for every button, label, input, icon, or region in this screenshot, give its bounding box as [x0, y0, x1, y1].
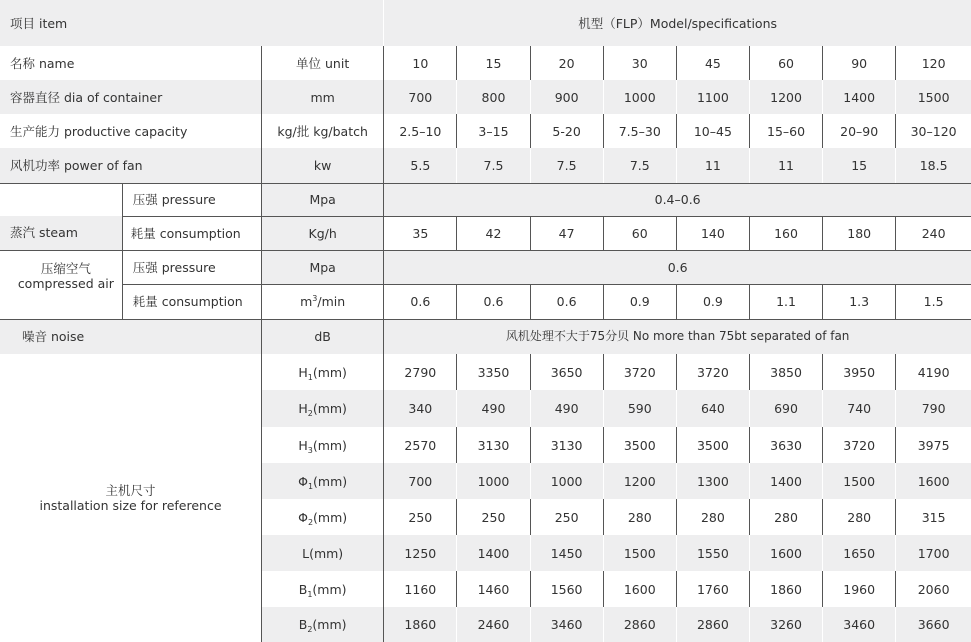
dia-label: 容器直径 dia of container — [0, 80, 262, 114]
value-cell: 60 — [749, 46, 822, 80]
value-cell: 1400 — [749, 463, 822, 499]
air-group-label-cn: 压缩空气 — [40, 260, 91, 276]
value-cell: 250 — [384, 499, 457, 535]
sym: B — [298, 581, 308, 597]
value-cell: 280 — [749, 499, 822, 535]
value-cell: 3720 — [676, 354, 749, 390]
value-cell: 340 — [384, 390, 457, 427]
value-cell: 3130 — [530, 427, 603, 463]
value-cell: 42 — [457, 216, 530, 250]
unit: (mm) — [313, 473, 348, 489]
sym: L — [302, 545, 310, 561]
value-cell: 3–15 — [457, 114, 530, 148]
unit-cell: 单位 unit — [262, 46, 384, 80]
row-air-pressure — [0, 250, 971, 284]
unit-sup: 3 — [312, 294, 318, 303]
air-group-label — [0, 250, 122, 319]
value-cell: 0.9 — [676, 284, 749, 319]
value-cell: 590 — [603, 390, 676, 427]
install-unit-cell — [262, 354, 384, 390]
value-cell: 315 — [896, 499, 971, 535]
value-cell: 7.5 — [530, 148, 603, 183]
value-cell: 640 — [676, 390, 749, 427]
value-cell: 1400 — [823, 80, 896, 114]
value-cell: 2860 — [676, 607, 749, 642]
value-cell: 3975 — [896, 427, 971, 463]
blank-cell — [0, 183, 122, 216]
value-cell: 1.5 — [896, 284, 971, 319]
value-cell: 4190 — [896, 354, 971, 390]
value-cell: 740 — [823, 390, 896, 427]
value-cell: 3950 — [823, 354, 896, 390]
unit: (mm) — [312, 437, 347, 453]
install-unit-cell — [262, 607, 384, 642]
item-header: 项目 item — [0, 0, 384, 46]
unit-cell: kg/批 kg/batch — [262, 114, 384, 148]
value-cell: 1450 — [530, 535, 603, 571]
value-cell: 10 — [384, 46, 457, 80]
value-cell: 30–120 — [896, 114, 971, 148]
value-cell: 1000 — [457, 463, 530, 499]
value-cell: 1600 — [896, 463, 971, 499]
value-cell: 3720 — [823, 427, 896, 463]
install-unit-cell — [262, 571, 384, 607]
unit: (mm) — [313, 509, 348, 525]
value-cell: 0.6 — [530, 284, 603, 319]
unit-cell: Mpa — [262, 183, 384, 216]
value-cell: 1.1 — [749, 284, 822, 319]
value-cell: 7.5 — [457, 148, 530, 183]
value-cell: 1.3 — [823, 284, 896, 319]
value-cell: 3350 — [457, 354, 530, 390]
value-cell: 700 — [384, 463, 457, 499]
air-group-label-en: compressed air — [17, 275, 114, 291]
model-header: 机型（FLP）Model/specifications — [384, 0, 971, 46]
value-cell: 3130 — [457, 427, 530, 463]
value-cell: 1200 — [749, 80, 822, 114]
noise-label: 噪音 noise — [0, 319, 262, 354]
install-unit-cell — [262, 427, 384, 463]
value-cell: 160 — [749, 216, 822, 250]
value-cell: 35 — [384, 216, 457, 250]
install-unit-cell — [262, 535, 384, 571]
unit-cell: mm — [262, 80, 384, 114]
value-cell: 1160 — [384, 571, 457, 607]
value-cell: 2570 — [384, 427, 457, 463]
row-fan — [0, 148, 971, 183]
noise-value: 风机处理不大于75分贝 No more than 75bt separated of fan — [384, 319, 971, 354]
steam-pressure-label: 压强 pressure — [122, 183, 261, 216]
sub: 2 — [307, 409, 313, 418]
value-cell: 3460 — [823, 607, 896, 642]
row-steam-pressure — [0, 183, 971, 216]
value-cell: 11 — [676, 148, 749, 183]
sym: H — [298, 401, 308, 416]
value-cell: 2060 — [896, 571, 971, 607]
value-cell: 20 — [530, 46, 603, 80]
sub: 2 — [307, 625, 313, 634]
unit: (mm) — [312, 401, 347, 416]
unit-pre: m — [300, 294, 313, 309]
unit-cell: dB — [262, 319, 384, 354]
value-cell: 1860 — [384, 607, 457, 642]
value-cell: 1460 — [457, 571, 530, 607]
installation-label-cn: 主机尺寸 — [105, 483, 156, 498]
install-unit-cell — [262, 390, 384, 427]
sym: Φ — [298, 473, 308, 489]
value-cell: 15 — [823, 148, 896, 183]
unit-cell: kw — [262, 148, 384, 183]
value-cell: 1560 — [530, 571, 603, 607]
sym: H — [298, 364, 308, 380]
value-cell: 240 — [896, 216, 971, 250]
value-cell: 2460 — [457, 607, 530, 642]
value-cell: 30 — [603, 46, 676, 80]
sub: 3 — [307, 445, 313, 455]
value-cell: 11 — [749, 148, 822, 183]
value-cell: 90 — [823, 46, 896, 80]
value-cell: 5.5 — [384, 148, 457, 183]
value-cell: 2.5–10 — [384, 114, 457, 148]
sym: B — [298, 617, 308, 632]
value-cell: 1000 — [603, 80, 676, 114]
value-cell: 280 — [603, 499, 676, 535]
fan-label: 风机功率 power of fan — [0, 148, 262, 183]
value-cell: 490 — [530, 390, 603, 427]
sub: 1 — [307, 372, 313, 382]
value-cell: 1000 — [530, 463, 603, 499]
value-cell: 2860 — [603, 607, 676, 642]
value-cell: 490 — [457, 390, 530, 427]
value-cell: 1250 — [384, 535, 457, 571]
install-unit-cell — [262, 499, 384, 535]
value-cell: 1650 — [823, 535, 896, 571]
value-cell: 1960 — [823, 571, 896, 607]
unit: (mm) — [312, 364, 347, 380]
value-cell: 0.6 — [457, 284, 530, 319]
value-cell: 140 — [676, 216, 749, 250]
value-cell: 20–90 — [823, 114, 896, 148]
value-cell: 1700 — [896, 535, 971, 571]
name-label: 名称 name — [0, 46, 262, 80]
value-cell: 18.5 — [896, 148, 971, 183]
value-cell: 700 — [384, 80, 457, 114]
unit-post: /min — [317, 294, 346, 309]
unit: (mm) — [312, 617, 347, 632]
value-cell: 1600 — [749, 535, 822, 571]
value-cell: 0.9 — [603, 284, 676, 319]
value-cell: 3500 — [676, 427, 749, 463]
unit-cell: Mpa — [262, 250, 384, 284]
row-dia — [0, 80, 971, 114]
installation-label — [0, 354, 262, 642]
value-cell: 690 — [749, 390, 822, 427]
sym: H — [298, 437, 308, 453]
value-cell: 3500 — [603, 427, 676, 463]
value-cell: 1500 — [823, 463, 896, 499]
value-cell: 3630 — [749, 427, 822, 463]
install-row — [0, 354, 971, 390]
value-cell: 1760 — [676, 571, 749, 607]
value-cell: 3460 — [530, 607, 603, 642]
value-cell: 15 — [457, 46, 530, 80]
value-cell: 45 — [676, 46, 749, 80]
value-cell: 180 — [823, 216, 896, 250]
sub: 1 — [307, 481, 314, 491]
air-consumption-label: 耗量 consumption — [122, 284, 261, 319]
steam-pressure-value: 0.4–0.6 — [384, 183, 971, 216]
value-cell: 250 — [530, 499, 603, 535]
row-name — [0, 46, 971, 80]
value-cell: 120 — [896, 46, 971, 80]
value-cell: 250 — [457, 499, 530, 535]
row-capacity — [0, 114, 971, 148]
value-cell: 1200 — [603, 463, 676, 499]
value-cell: 800 — [457, 80, 530, 114]
value-cell: 280 — [676, 499, 749, 535]
air-pressure-value: 0.6 — [384, 250, 971, 284]
value-cell: 1400 — [457, 535, 530, 571]
value-cell: 1500 — [603, 535, 676, 571]
value-cell: 3650 — [530, 354, 603, 390]
install-unit-cell — [262, 463, 384, 499]
value-cell: 47 — [530, 216, 603, 250]
value-cell: 2790 — [384, 354, 457, 390]
value-cell: 15–60 — [749, 114, 822, 148]
steam-group-label: 蒸汽 steam — [0, 216, 122, 250]
unit-cell: Kg/h — [262, 216, 384, 250]
value-cell: 5-20 — [530, 114, 603, 148]
value-cell: 900 — [530, 80, 603, 114]
air-pressure-label: 压强 pressure — [122, 250, 261, 284]
row-air-consumption — [0, 284, 971, 319]
row-noise — [0, 319, 971, 354]
value-cell: 60 — [603, 216, 676, 250]
value-cell: 3260 — [749, 607, 822, 642]
value-cell: 790 — [896, 390, 971, 427]
value-cell: 0.6 — [384, 284, 457, 319]
value-cell: 7.5–30 — [603, 114, 676, 148]
installation-label-en: installation size for reference — [39, 498, 222, 513]
sym: Φ — [298, 509, 308, 525]
value-cell: 1860 — [749, 571, 822, 607]
header-row — [0, 0, 971, 46]
value-cell: 1100 — [676, 80, 749, 114]
steam-consumption-label: 耗量 consumption — [122, 216, 261, 250]
value-cell: 1300 — [676, 463, 749, 499]
sub: 1 — [307, 589, 313, 599]
unit: (mm) — [309, 545, 344, 561]
value-cell: 3660 — [896, 607, 971, 642]
value-cell: 280 — [823, 499, 896, 535]
value-cell: 7.5 — [603, 148, 676, 183]
sub: 2 — [307, 517, 314, 527]
value-cell: 3850 — [749, 354, 822, 390]
value-cell: 10–45 — [676, 114, 749, 148]
row-steam-consumption — [0, 216, 971, 250]
unit-cell — [262, 284, 384, 319]
capacity-label: 生产能力 productive capacity — [0, 114, 262, 148]
value-cell: 3720 — [603, 354, 676, 390]
value-cell: 1600 — [603, 571, 676, 607]
unit: (mm) — [312, 581, 347, 597]
value-cell: 1550 — [676, 535, 749, 571]
value-cell: 1500 — [896, 80, 971, 114]
